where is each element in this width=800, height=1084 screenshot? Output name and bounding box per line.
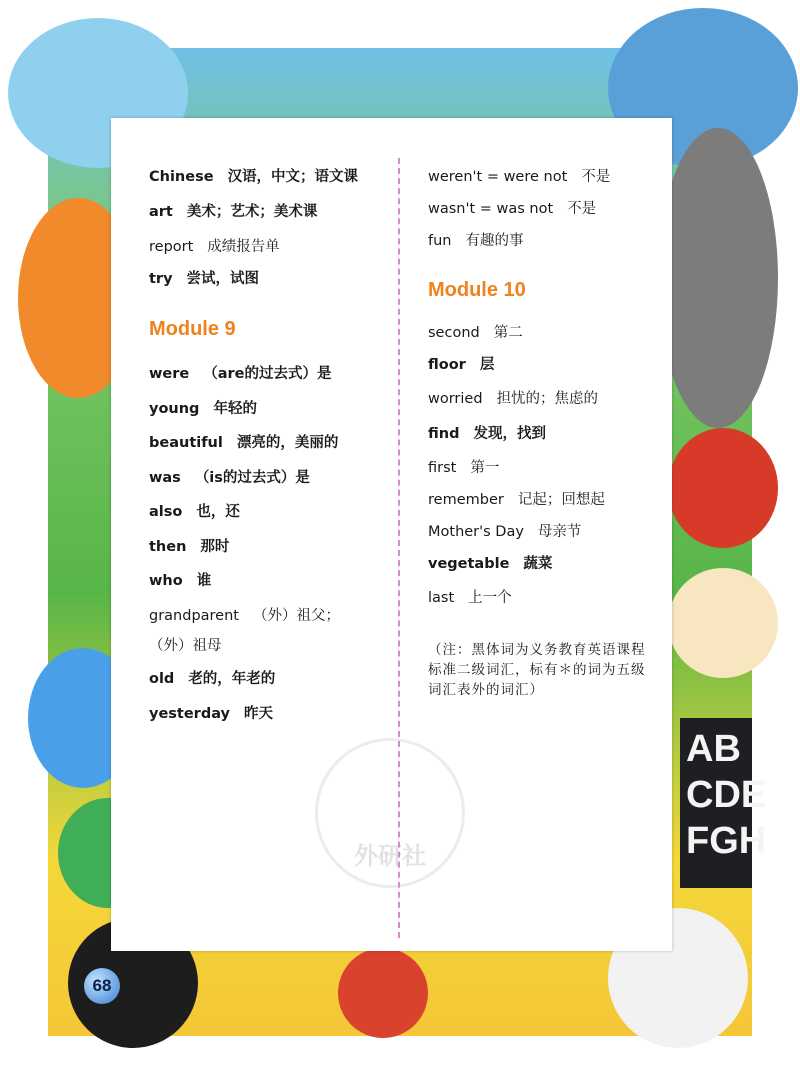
vocab-entry: last 上一个 — [428, 590, 512, 606]
vocab-entry: Chinese 汉语，中文；语文课 — [149, 169, 359, 185]
vocab-entry: were （are的过去式）是 — [149, 366, 332, 382]
vocab-entry: Mother's Day 母亲节 — [428, 524, 582, 540]
vocab-entry: young 年轻的 — [149, 401, 257, 417]
vocab-entry: try 尝试，试图 — [149, 271, 260, 287]
vocab-entry: also 也，还 — [149, 504, 240, 520]
vocab-entry: worried 担忧的；焦虑的 — [428, 391, 599, 407]
vocab-entry: art 美术；艺术；美术课 — [149, 204, 318, 220]
vocab-entry: weren't = were not 不是 — [428, 169, 611, 185]
vocabulary-page — [111, 118, 672, 951]
road-shape — [658, 128, 778, 428]
vocab-entry: vegetable 蔬菜 — [428, 556, 553, 572]
vocab-entry: floor 层 — [428, 357, 495, 373]
vocab-entry: find 发现，找到 — [428, 426, 546, 442]
module-heading: Module 10 — [428, 279, 526, 301]
vocab-entry-continued: （外）祖母 — [149, 638, 222, 654]
book-shape — [668, 568, 778, 678]
publisher-watermark: 外研社 — [315, 738, 465, 888]
vocab-entry: who 谁 — [149, 573, 212, 589]
scissors-shape — [338, 948, 428, 1038]
vocab-entry: first 第一 — [428, 460, 500, 476]
chalkboard: AB CDE FGH — [680, 718, 752, 888]
module-heading: Module 9 — [149, 318, 236, 340]
vocab-entry: grandparent （外）祖父； — [149, 608, 340, 624]
vocab-entry: was （is的过去式）是 — [149, 470, 310, 486]
vocab-entry: then 那时 — [149, 539, 230, 555]
page-number: 68 — [84, 968, 120, 1004]
vocab-entry: yesterday 昨天 — [149, 706, 274, 722]
vocab-entry: beautiful 漂亮的，美丽的 — [149, 435, 339, 451]
vocab-entry: remember 记起；回想起 — [428, 492, 605, 508]
vocab-entry: second 第二 — [428, 325, 523, 341]
bag-shape — [668, 428, 778, 548]
vocab-entry: report 成绩报告单 — [149, 239, 280, 255]
vocab-entry: old 老的，年老的 — [149, 671, 276, 687]
vocab-entry: fun 有趣的事 — [428, 233, 524, 249]
vocab-entry: wasn't = was not 不是 — [428, 201, 597, 217]
footnote: （注：黑体词为义务教育英语课程标准二级词汇，标有＊的词为五级词汇表外的词汇） — [428, 642, 646, 698]
